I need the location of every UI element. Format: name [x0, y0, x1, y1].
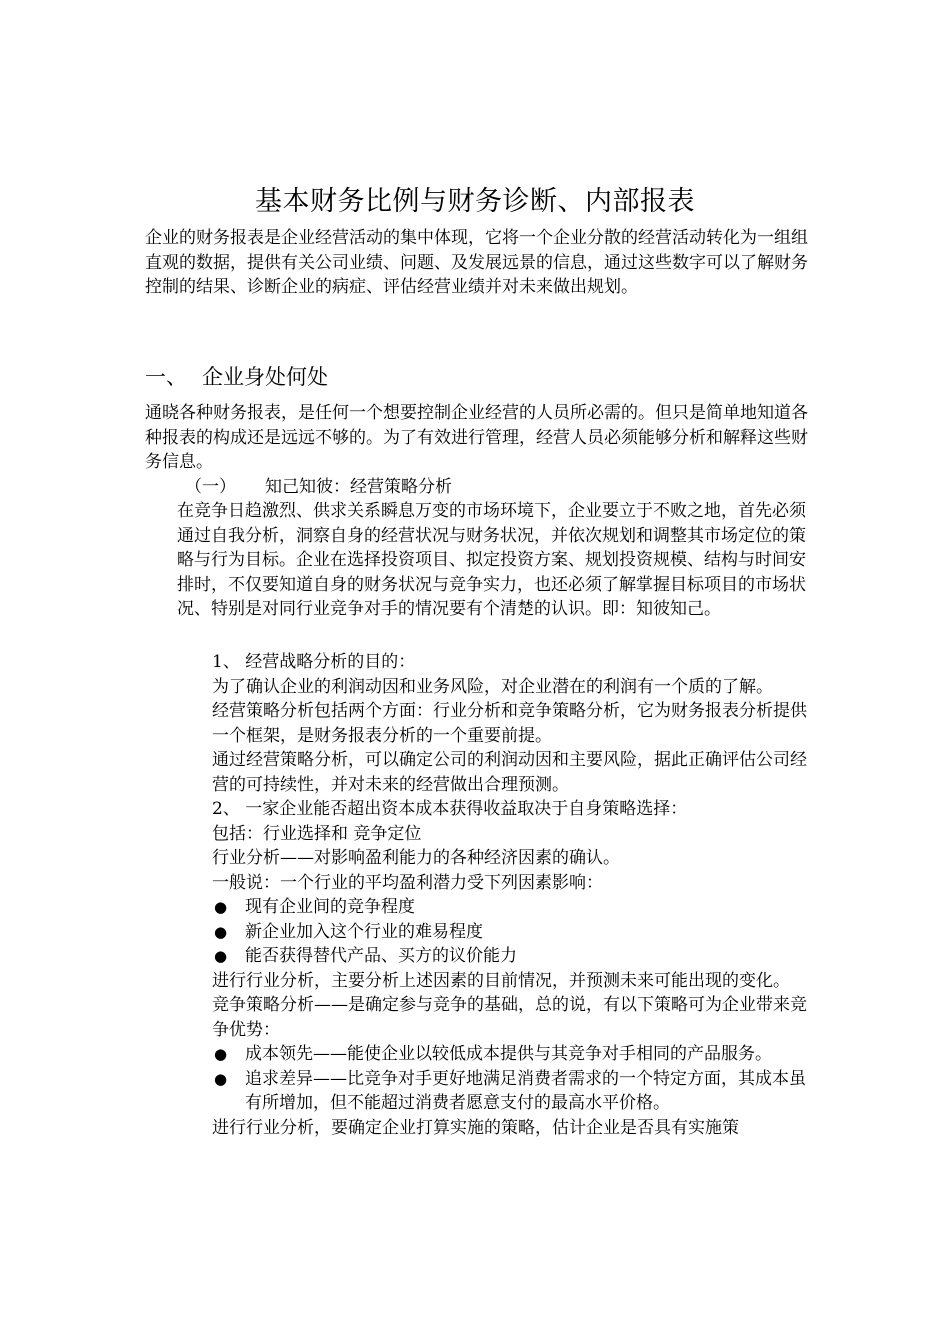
bullet-icon: ●	[214, 1069, 228, 1088]
list-item	[212, 895, 812, 920]
section-paragraph: 通晓各种财务报表，是任何一个想要控制企业经营的人员所必需的。但只是简单地知道各种报表的构成还是远远不够的。为了有效进行管理，经营人员必须能够分析和解释这些财务信息。	[145, 403, 808, 472]
list-item	[212, 1042, 812, 1067]
document-title: 基本财务比例与财务诊断、内部报表	[255, 186, 695, 217]
subsection-number: （一）	[185, 477, 236, 497]
list-item	[212, 1067, 812, 1116]
item2-paragraph: 进行行业分析，主要分析上述因素的目前情况，并预测未来可能出现的变化。	[212, 970, 790, 991]
item-block	[212, 650, 812, 1140]
subsection-paragraph: 在竞争日趋激烈、供求关系瞬息万变的市场环境下，企业要立于不败之地，首先必须通过自我分析，洞察自身的经营状况与财务状况，并依次规划和调整其市场定位的策略与行为目标。企业在选择投资项目、拟定投资方案、规划投资规模、结构与时间安排时，不仅要知道自身的财务状况与竞争实力，也还必须了解掌握目标项目的市场状况、特别是对同行业竞争对手的情况要有个清楚的认识。即：知彼知己。	[177, 501, 806, 619]
list-item-text: 能否获得替代产品、买方的议价能力	[245, 946, 517, 966]
section-heading-text: 企业身处何处	[202, 365, 328, 389]
item2-paragraph: 进行行业分析，要确定企业打算实施的策略，估计企业是否具有实施策	[212, 1117, 739, 1138]
item1-paragraph: 经营策略分析包括两个方面：行业分析和竞争策略分析，它为财务报表分析提供一个框架，是财务报表分析的一个重要前提。	[212, 701, 807, 746]
section-heading	[145, 362, 328, 392]
list-item-text: 追求差异——比竞争对手更好地满足消费者需求的一个特定方面，其成本虽有所增加，但不能超过消费者愿意支付的最高水平价格。	[245, 1068, 806, 1113]
list-item-text: 新企业加入这个行业的难易程度	[245, 921, 483, 942]
list-item-text: 现有企业间的竞争程度	[245, 897, 415, 917]
item1-paragraph: 通过经营策略分析，可以确定公司的利润动因和主要风险，据此正确评估公司经营的可持续性，并对未来的经营做出合理预测。	[212, 750, 807, 795]
item2-paragraph: 包括：行业选择和 竞争定位	[212, 823, 422, 844]
list-item	[212, 920, 812, 945]
subsection-heading-text: 知己知彼：经营策略分析	[265, 477, 452, 497]
bullet-icon: ●	[214, 947, 228, 965]
item2-paragraph: 行业分析——对影响盈利能力的各种经济因素的确认。	[212, 848, 620, 868]
item2-paragraph: 竞争策略分析——是确定参与竞争的基础，总的说，有以下策略可为企业带来竞争优势：	[212, 995, 807, 1040]
bullet-icon: ●	[214, 898, 228, 916]
intro-paragraph: 企业的财务报表是企业经营活动的集中体现，它将一个企业分散的经营活动转化为一组组直观的数据，提供有关公司业绩、问题、及发展远景的信息，通过这些数字可以了解财务控制的结果、诊断企业的病症、评估经营业绩并对未来做出规划。	[145, 228, 808, 297]
item1-paragraph: 为了确认企业的利润动因和业务风险，对企业潜在的利润有一个质的了解。	[212, 676, 773, 697]
section-number: 一、	[145, 365, 187, 389]
list-item	[212, 944, 812, 969]
item2-heading: 2、 一家企业能否超出资本成本获得收益取决于自身策略选择：	[212, 799, 688, 819]
list-item-text: 成本领先——能使企业以较低成本提供与其竞争对手相同的产品服务。	[245, 1044, 772, 1064]
subsection-heading	[185, 475, 452, 500]
item1-heading: 1、 经营战略分析的目的：	[212, 652, 416, 672]
bullet-icon: ●	[214, 1045, 228, 1063]
bullet-icon: ●	[214, 922, 228, 941]
item2-paragraph: 一般说：一个行业的平均盈利潜力受下列因素影响：	[212, 872, 603, 893]
